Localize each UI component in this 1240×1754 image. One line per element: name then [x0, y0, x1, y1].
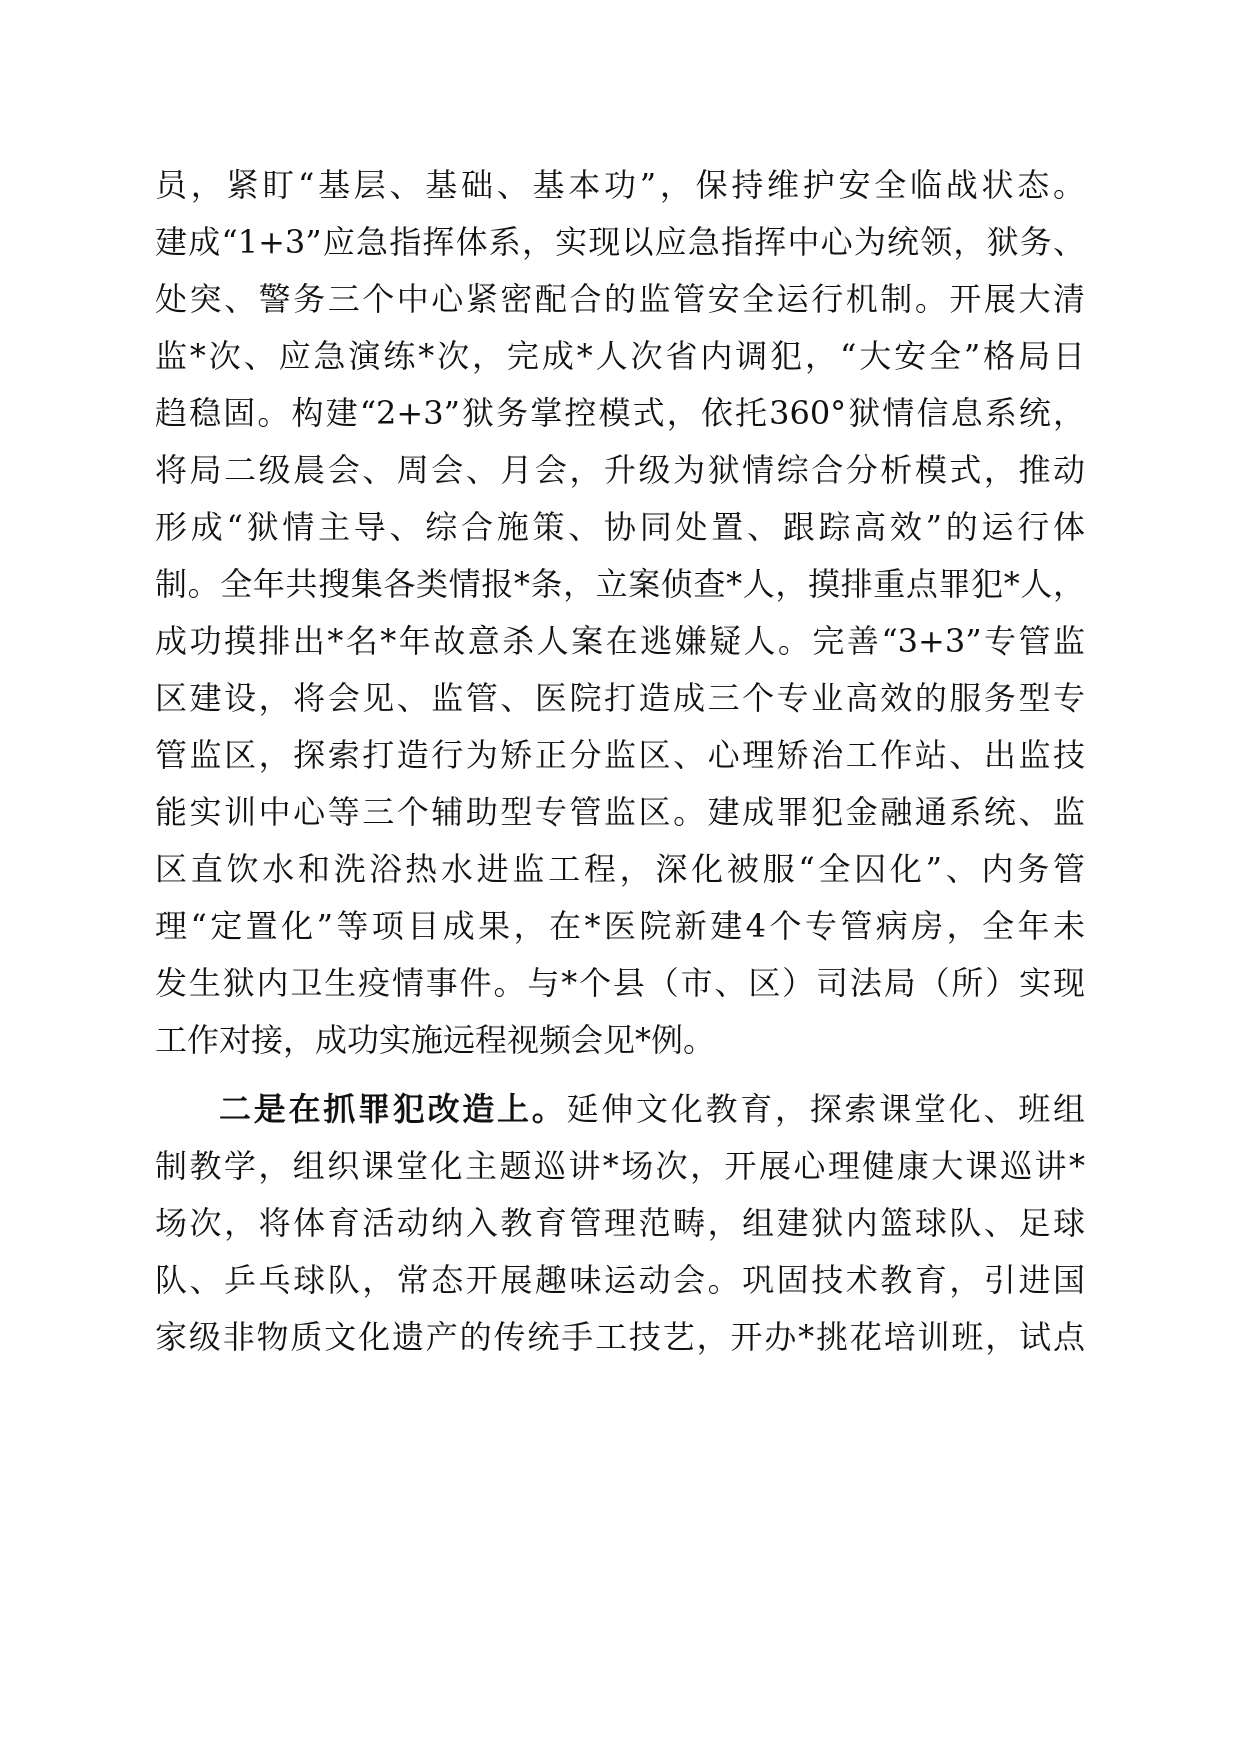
- paragraph-line: 发生狱内卫生疫情事件。与*个县（市、区）司法局（所）实现: [155, 964, 1085, 1002]
- paragraph-line: 队、乒乓球队，常态开展趣味运动会。巩固技术教育，引进国: [155, 1261, 1085, 1299]
- paragraph-line: 制。全年共搜集各类情报*条，立案侦查*人，摸排重点罪犯*人，: [155, 565, 1085, 603]
- paragraph-line: 场次，将体育活动纳入教育管理范畴，组建狱内篮球队、足球: [155, 1204, 1085, 1242]
- paragraph-line: 工作对接，成功实施远程视频会见*例。: [155, 1021, 716, 1059]
- paragraph-line: 理“定置化”等项目成果，在*医院新建4个专管病房，全年未: [155, 907, 1085, 945]
- paragraph-line: 成功摸排出*名*年故意杀人案在逃嫌疑人。完善“3+3”专管监: [155, 622, 1085, 660]
- paragraph-line: 趋稳固。构建“2+3”狱务掌控模式，依托360°狱情信息系统，: [155, 394, 1085, 432]
- paragraph-line: 能实训中心等三个辅助型专管监区。建成罪犯金融通系统、监: [155, 793, 1085, 831]
- paragraph-text: 延伸文化教育，探索课堂化、班组: [566, 1090, 1085, 1128]
- paragraph-line: 管监区，探索打造行为矫正分监区、心理矫治工作站、出监技: [155, 736, 1085, 774]
- paragraph-line: 建成“1+3”应急指挥体系，实现以应急指挥中心为统领，狱务、: [155, 223, 1085, 261]
- paragraph-first-line: [219, 1089, 1085, 1129]
- paragraph-line: 监*次、应急演练*次，完成*人次省内调犯，“大安全”格局日: [155, 337, 1085, 375]
- paragraph-line: 形成“狱情主导、综合施策、协同处置、跟踪高效”的运行体: [155, 508, 1085, 546]
- paragraph-line: 区直饮水和洗浴热水进监工程，深化被服“全囚化”、内务管: [155, 850, 1085, 888]
- section-heading: 二是在抓罪犯改造上。: [219, 1090, 567, 1128]
- paragraph-line: 员，紧盯“基层、基础、基本功”，保持维护安全临战状态。: [155, 166, 1085, 204]
- paragraph-line: 家级非物质文化遗产的传统手工技艺，开办*挑花培训班，试点: [155, 1318, 1085, 1356]
- paragraph-line: 处突、警务三个中心紧密配合的监管安全运行机制。开展大清: [155, 280, 1085, 318]
- paragraph-line: 区建设，将会见、监管、医院打造成三个专业高效的服务型专: [155, 679, 1085, 717]
- paragraph-line: 制教学，组织课堂化主题巡讲*场次，开展心理健康大课巡讲*: [155, 1147, 1085, 1185]
- paragraph-line: 将局二级晨会、周会、月会，升级为狱情综合分析模式，推动: [155, 451, 1085, 489]
